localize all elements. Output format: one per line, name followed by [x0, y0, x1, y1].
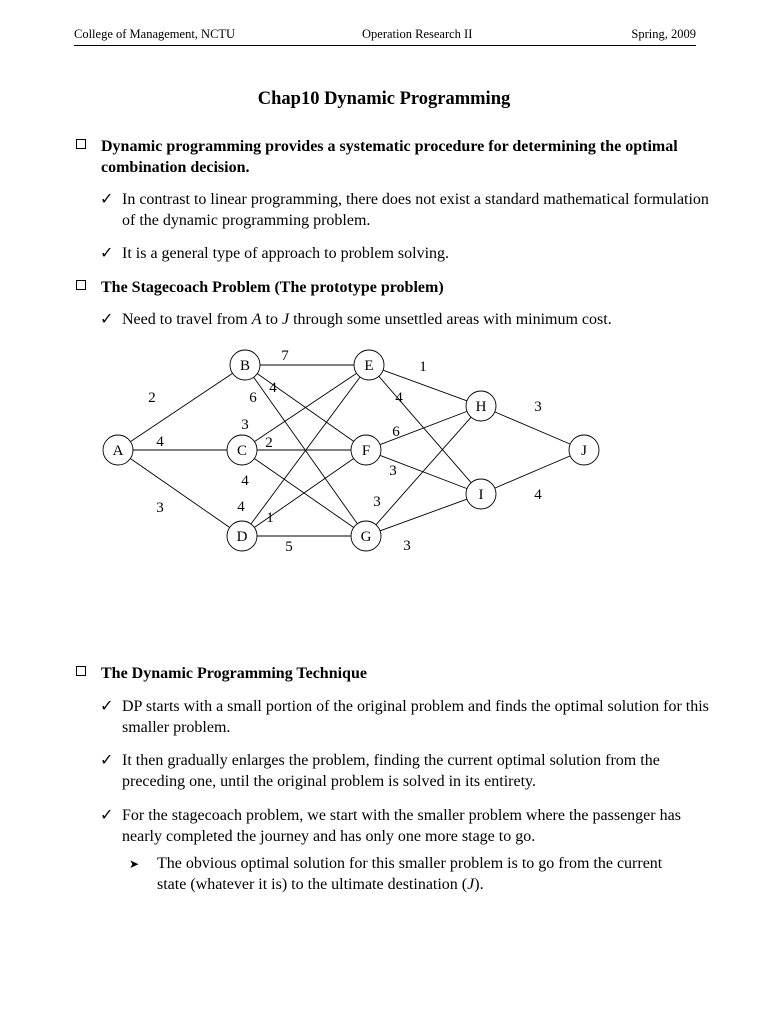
stagecoach-network-diagram — [0, 330, 768, 570]
edge-cost-A-C: 4 — [156, 434, 164, 450]
checkmark-icon: ✓ — [100, 191, 114, 208]
edge-cost-F-I: 3 — [389, 463, 397, 479]
checkmark-icon: ✓ — [100, 698, 114, 715]
edge-cost-H-J: 3 — [534, 399, 542, 415]
node-label-A: A — [112, 443, 124, 459]
node-G — [351, 521, 381, 551]
edge-cost-D-E: 4 — [237, 499, 245, 515]
point-enlarge-problem: ✓ It then gradually enlarges the problem, finding the current optimal solution from the preceding one, until the original problem is solved in its entirety. — [100, 752, 660, 790]
header-course: Operation Research II — [362, 27, 473, 41]
edge-cost-C-F: 2 — [265, 435, 273, 451]
node-label-F: F — [361, 443, 371, 459]
section-stagecoach-heading: The Stagecoach Problem (The prototype problem) — [76, 277, 716, 298]
edge-G-I — [380, 499, 467, 531]
square-bullet-icon — [76, 666, 86, 676]
section-dp-technique-heading: The Dynamic Programming Technique — [76, 663, 716, 684]
node-D — [227, 521, 257, 551]
point-travel-a-to-j: ✓ Need to travel from A to J through some unsettled areas with minimum cost. — [100, 311, 612, 328]
point-no-standard-formulation: ✓ In contrast to linear programming, there does not exist a standard mathematical formulation of the dynamic programming problem. — [100, 191, 709, 229]
node-label-B: B — [239, 358, 251, 374]
node-label-E: E — [364, 358, 374, 374]
node-label-I: I — [478, 487, 484, 503]
edge-I-J — [495, 456, 570, 488]
header-institution: College of Management, NCTU — [74, 27, 236, 41]
page-header — [74, 27, 696, 46]
page-title: Chap10 Dynamic Programming — [257, 89, 511, 109]
edge-cost-I-J: 4 — [534, 487, 542, 503]
edge-cost-B-E: 7 — [281, 348, 289, 364]
node-J — [569, 435, 599, 465]
edge-H-J — [495, 412, 570, 444]
edge-cost-C-E: 3 — [241, 417, 249, 433]
edge-cost-E-I: 4 — [395, 390, 403, 406]
point-dp-starts-small: ✓ DP starts with a small portion of the original problem and finds the optimal solution for this smaller problem. — [100, 698, 709, 736]
edge-A-B — [130, 373, 232, 441]
edge-cost-B-G: 6 — [249, 390, 257, 406]
edge-cost-G-I: 3 — [403, 538, 411, 554]
edge-cost-B-F: 4 — [269, 380, 277, 396]
node-label-H: H — [475, 399, 487, 415]
subpoint-obvious-solution: ➤ The obvious optimal solution for this smaller problem is to go from the current state (whatever it is) to the ultimate destination (J). — [129, 855, 663, 893]
edge-cost-D-F: 1 — [266, 510, 274, 526]
edge-cost-A-D: 3 — [156, 500, 164, 516]
edge-cost-E-H: 1 — [419, 359, 427, 375]
node-label-J: J — [581, 443, 587, 459]
node-B — [230, 350, 260, 380]
square-bullet-icon — [76, 139, 86, 149]
node-label-D: D — [236, 529, 248, 545]
node-A — [103, 435, 133, 465]
point-stagecoach-start: ✓ For the stagecoach problem, we start with the smaller problem where the passenger has nearly completed the journey and has only one more stage to go. — [100, 807, 681, 845]
header-term: Spring, 2009 — [631, 27, 696, 41]
section-dp-intro-heading: Dynamic programming provides a systematic procedure for determining the optimal combination decision. — [76, 136, 716, 178]
node-H — [466, 391, 496, 421]
checkmark-icon: ✓ — [100, 311, 114, 328]
square-bullet-icon — [76, 280, 86, 290]
node-C — [227, 435, 257, 465]
edge-cost-F-H: 6 — [392, 424, 400, 440]
node-E — [354, 350, 384, 380]
checkmark-icon: ✓ — [100, 245, 114, 262]
edge-A-D — [130, 459, 229, 528]
arrowhead-bullet-icon: ➤ — [129, 857, 140, 871]
edge-cost-G-H: 3 — [373, 494, 381, 510]
node-label-C: C — [236, 443, 248, 459]
edge-cost-D-G: 5 — [285, 539, 293, 555]
checkmark-icon: ✓ — [100, 752, 114, 769]
node-F — [351, 435, 381, 465]
node-label-G: G — [360, 529, 372, 545]
point-general-approach: ✓ It is a general type of approach to problem solving. — [100, 245, 450, 262]
checkmark-icon: ✓ — [100, 807, 114, 824]
edge-cost-A-B: 2 — [148, 390, 156, 406]
node-I — [466, 479, 496, 509]
edge-cost-C-G: 4 — [241, 473, 249, 489]
